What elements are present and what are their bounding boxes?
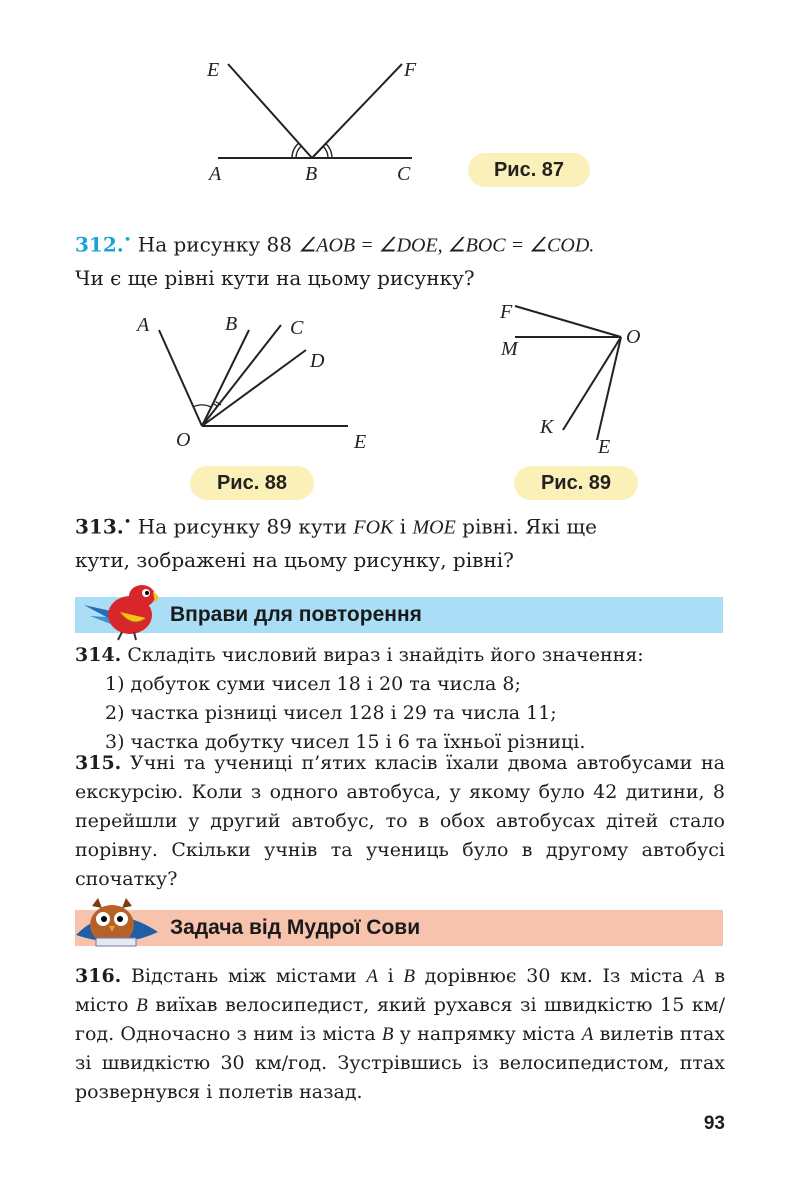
- label-D-88: D: [310, 350, 325, 372]
- exercise-312-number: 312.: [75, 232, 124, 257]
- exercise-314-item: 3) частка добутку чисел 15 і 6 та їхньої різниці.: [105, 731, 586, 753]
- label-F-89: F: [500, 301, 513, 323]
- exercise-313-text-4: кути, зображені на цьому рисунку, рівні?: [75, 547, 514, 572]
- exercise-313-number: 313.: [75, 514, 124, 539]
- city-b: B: [136, 995, 148, 1016]
- angle-fok: FOK: [353, 516, 394, 539]
- exercise-313-text-2: і: [393, 514, 413, 539]
- exercise-316-text: в місто: [75, 965, 726, 1016]
- exercise-312-text-1: На рисунку 88: [137, 232, 299, 257]
- exercise-312-expression: ∠AOB = ∠DOE, ∠BOC = ∠COD.: [298, 234, 595, 257]
- section-review-title: Вправи для повторення: [170, 603, 422, 626]
- exercise-316-text: у напрямку міста: [393, 1023, 582, 1045]
- exercise-316-number: 316.: [75, 965, 122, 987]
- section-review-header: [75, 597, 723, 633]
- exercise-316-text: виїхав велосипедист, який рухався зі швидкістю 15 км/год. Одночасно з ним із міста: [75, 994, 725, 1045]
- figure-89-caption: Рис. 89: [514, 466, 638, 500]
- exercise-313-text-3: рівні. Які ще: [455, 514, 597, 539]
- label-O-88: O: [176, 429, 191, 451]
- page-number: 93: [703, 1113, 725, 1134]
- exercise-316-text: Відстань між містами: [121, 965, 367, 987]
- exercise-316-text: дорівнює 30 км. Із міста: [414, 965, 694, 987]
- figure-88-caption: Рис. 88: [190, 466, 314, 500]
- exercise-313: 313.• На рисунку 89 кути FOK і MOE рівні. Які ще кути, зображені на цьому рисунку, рівні?: [75, 507, 725, 576]
- exercise-314: [75, 641, 725, 757]
- label-B-87: B: [305, 163, 318, 185]
- figure-87-caption: Рис. 87: [468, 153, 590, 187]
- label-E-87: E: [207, 59, 220, 81]
- label-E-88: E: [354, 431, 367, 453]
- city-a: A: [581, 1024, 594, 1045]
- exercise-312-text-2: Чи є ще рівні кути на цьому рисунку?: [75, 265, 475, 290]
- exercise-316-text: вилетів птах зі швидкістю 30 км/год. Зустрівшись із велосипедистом, птах розвернувся і полетів назад.: [75, 1023, 725, 1103]
- label-O-89: O: [626, 326, 641, 348]
- label-B-88: B: [225, 313, 238, 335]
- angle-moe: MOE: [412, 516, 456, 539]
- section-owl-header: [75, 910, 723, 946]
- exercise-314-intro: Складіть числовий вираз і знайдіть його значення:: [121, 644, 644, 666]
- exercise-315: [75, 749, 725, 894]
- city-b: B: [381, 1024, 394, 1045]
- label-C-87: C: [397, 163, 411, 185]
- city-b: B: [403, 966, 415, 987]
- exercise-316: [75, 962, 725, 1107]
- exercise-315-number: 315.: [75, 752, 122, 774]
- city-a: A: [366, 966, 378, 987]
- label-A-88: A: [137, 314, 150, 336]
- label-K-89: K: [540, 416, 554, 438]
- city-a: A: [693, 966, 705, 987]
- exercise-314-number: 314.: [75, 644, 122, 666]
- exercise-313-text-1: На рисунку 89 кути: [137, 514, 354, 539]
- label-C-88: C: [290, 317, 304, 339]
- label-A-87: A: [209, 163, 222, 185]
- section-owl-title: Задача від Мудрої Сови: [170, 916, 421, 939]
- exercise-314-item: 2) частка різниці чисел 128 і 29 та числа 11;: [105, 702, 557, 724]
- exercise-312: 312.• На рисунку 88 ∠AOB = ∠DOE, ∠BOC = ∠COD. Чи є ще рівні кути на цьому рисунку?: [75, 225, 725, 294]
- exercise-315-text: Учні та учениці п’ятих класів їхали двома автобусами на екскурсію. Коли з одного автобуса, у якому було 42 дитини, 8 перейшли у другий автобус, то в обох автобусах дітей стало порівну. Скільки учнів та учениць було в другому автобусі спочатку?: [75, 752, 725, 890]
- exercise-314-item: 1) добуток суми чисел 18 і 20 та числа 8;: [105, 673, 521, 695]
- label-M-89: M: [501, 338, 518, 360]
- label-E-89: E: [598, 436, 611, 458]
- exercise-316-text: і: [377, 965, 404, 987]
- label-F-87: F: [404, 59, 417, 81]
